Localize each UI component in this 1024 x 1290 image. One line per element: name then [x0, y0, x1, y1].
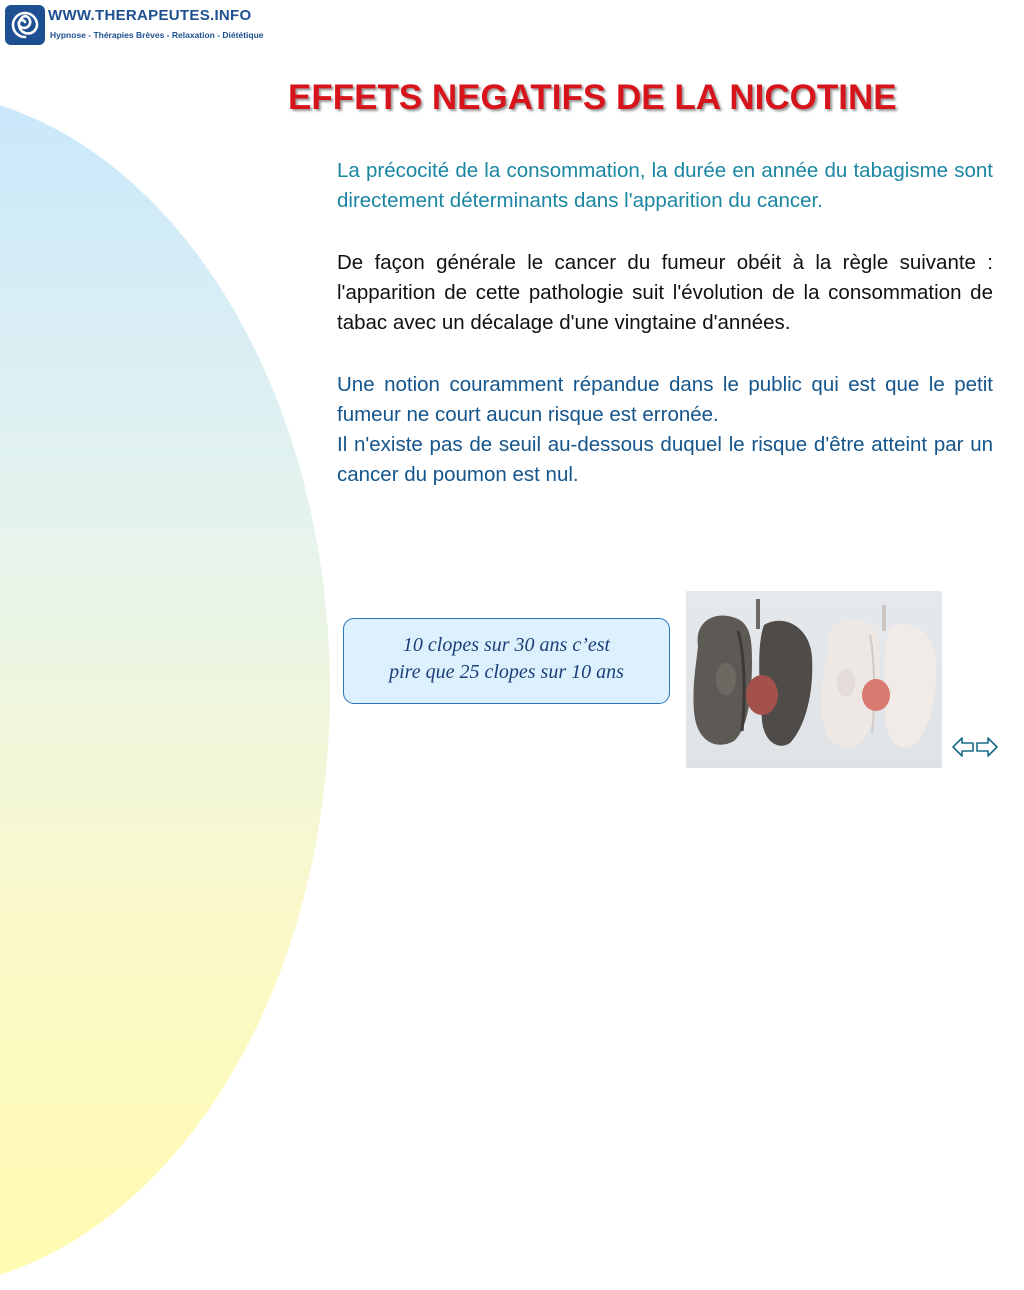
paragraph-general-rule: De façon générale le cancer du fumeur obéit à la règle suivante : l'apparition de cette pathologie suit l'évolution de la consommation de tabac avec un décalage d'une vingtaine d'années. [337, 251, 993, 334]
logo-tagline: Hypnose - Thérapies Brèves - Relaxation - Diététique [50, 30, 264, 40]
slide-body [337, 156, 993, 490]
slide-title: EFFETS NEGATIFS DE LA NICOTINE [288, 78, 897, 117]
site-logo[interactable] [4, 4, 264, 46]
background-arc [0, 90, 330, 1290]
next-arrow-icon[interactable] [975, 732, 1000, 762]
paragraph-precocity: La précocité de la consommation, la durée en année du tabagisme sont directement déterminants dans l'apparition du cancer. [337, 159, 993, 212]
callout-box [343, 618, 670, 704]
lungs-illustration [686, 591, 942, 768]
callout-line-1: 10 clopes sur 30 ans c’est [402, 634, 611, 656]
prev-arrow-icon[interactable] [950, 732, 975, 762]
callout-line-2: pire que 25 clopes sur 10 ans [389, 661, 624, 683]
lungs-photo [686, 591, 942, 768]
paragraph-notion: Une notion couramment répandue dans le public qui est que le petit fumeur ne court aucun risque est erronée. [337, 373, 993, 426]
spiral-logo-icon [4, 4, 46, 46]
slide-navigation [950, 732, 1000, 762]
paragraph-threshold: Il n'existe pas de seuil au-dessous duquel le risque d'être atteint par un cancer du poumon est nul. [337, 433, 993, 486]
logo-url: WWW.THERAPEUTES.INFO [48, 7, 252, 24]
